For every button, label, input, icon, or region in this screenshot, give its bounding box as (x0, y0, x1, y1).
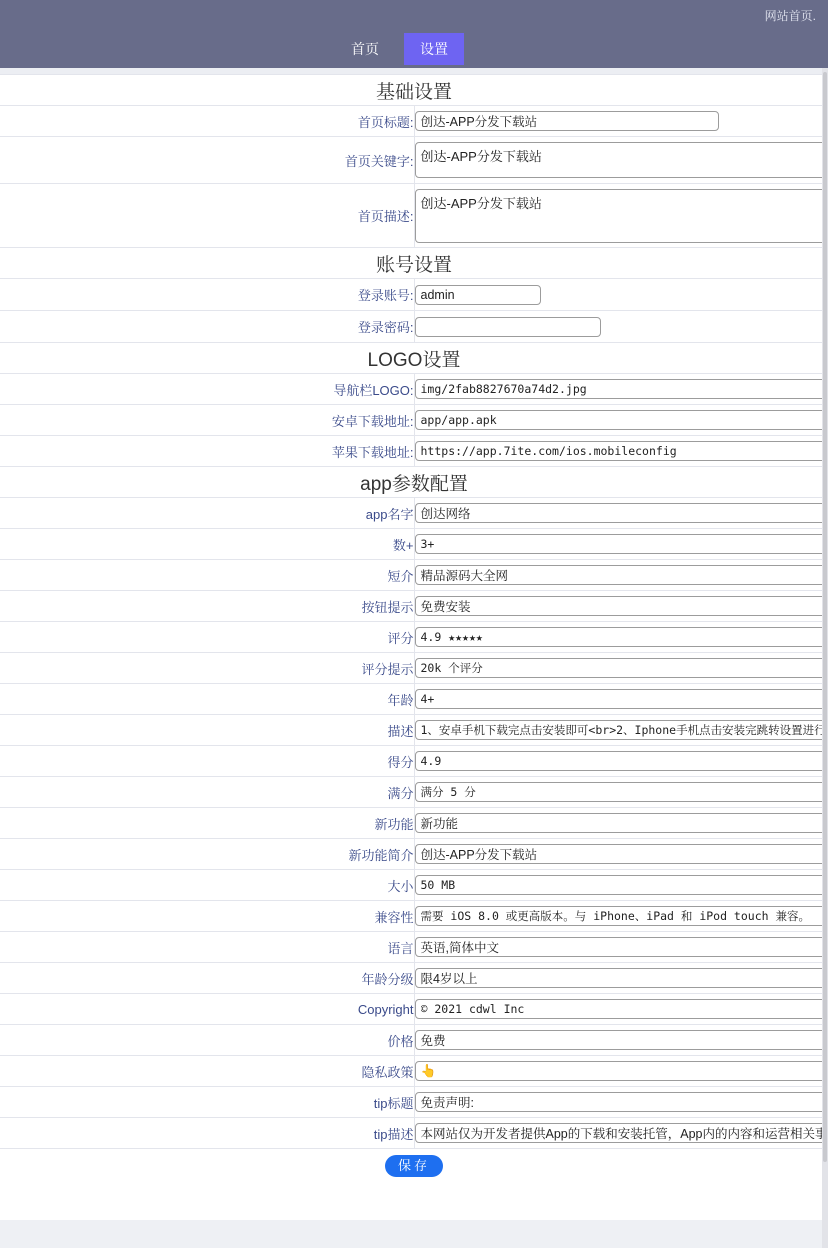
app-param-label: 短介 (0, 560, 414, 591)
page-keywords-textarea[interactable] (415, 142, 828, 178)
main-nav (0, 33, 828, 65)
site-home-link[interactable]: 网站首页. (764, 9, 816, 23)
app-param-label: 年龄 (0, 684, 414, 715)
privacy-policy-input[interactable] (415, 1061, 828, 1081)
save-button[interactable]: 保存 (385, 1155, 443, 1177)
new-features-summary-input[interactable] (415, 844, 828, 864)
rating-input[interactable] (415, 627, 828, 647)
app-intro-input[interactable] (415, 565, 828, 585)
section-title-account: 账号设置 (0, 248, 828, 279)
age-input[interactable] (415, 689, 828, 709)
app-count-input[interactable] (415, 534, 828, 554)
app-param-label: 评分提示 (0, 653, 414, 684)
nav-logo-label: 导航栏LOGO: (0, 374, 414, 405)
app-param-label: 评分 (0, 622, 414, 653)
nav-tab-settings[interactable]: 设置 (404, 33, 464, 65)
android-url-input[interactable] (415, 410, 828, 430)
scrollbar-thumb[interactable] (823, 72, 827, 1162)
app-param-label: 新功能简介 (0, 839, 414, 870)
app-param-label: 满分 (0, 777, 414, 808)
tip-description-input[interactable] (415, 1123, 828, 1143)
copyright-input[interactable] (415, 999, 828, 1019)
android-url-label: 安卓下载地址: (0, 405, 414, 436)
app-param-label: 兼容性 (0, 901, 414, 932)
size-input[interactable] (415, 875, 828, 895)
nav-logo-input[interactable] (415, 379, 828, 399)
app-param-label: 描述 (0, 715, 414, 746)
page-description-label: 首页描述: (0, 184, 414, 248)
password-label: 登录密码: (0, 311, 414, 343)
app-param-label: 按钮提示 (0, 591, 414, 622)
section-title-logo: LOGO设置 (0, 343, 828, 374)
password-input[interactable] (415, 317, 601, 337)
nav-tab-home[interactable]: 首页 (351, 41, 379, 57)
app-param-label: 年龄分级 (0, 963, 414, 994)
app-param-label: 隐私政策 (0, 1056, 414, 1087)
rating-hint-input[interactable] (415, 658, 828, 678)
score-input[interactable] (415, 751, 828, 771)
top-bar (0, 0, 828, 68)
compatibility-input[interactable] (415, 906, 828, 926)
description-input[interactable] (415, 720, 828, 740)
full-score-input[interactable] (415, 782, 828, 802)
app-name-input[interactable] (415, 503, 828, 523)
app-param-label: 价格 (0, 1025, 414, 1056)
button-hint-input[interactable] (415, 596, 828, 616)
app-param-label: 数+ (0, 529, 414, 560)
section-title-basic: 基础设置 (0, 75, 828, 106)
page-keywords-label: 首页关键字: (0, 137, 414, 184)
app-param-label: 大小 (0, 870, 414, 901)
page-title-label: 首页标题: (0, 106, 414, 137)
username-label: 登录账号: (0, 279, 414, 311)
app-param-label: Copyright (0, 994, 414, 1025)
app-param-label: 得分 (0, 746, 414, 777)
section-title-app: app参数配置 (0, 467, 828, 498)
age-rating-input[interactable] (415, 968, 828, 988)
app-param-label: tip描述 (0, 1118, 414, 1149)
username-input[interactable] (415, 285, 541, 305)
language-input[interactable] (415, 937, 828, 957)
settings-panel (0, 74, 828, 1220)
settings-form (0, 74, 828, 1183)
price-input[interactable] (415, 1030, 828, 1050)
new-features-input[interactable] (415, 813, 828, 833)
app-param-label: tip标题 (0, 1087, 414, 1118)
footer-strip (0, 1220, 828, 1248)
ios-url-label: 苹果下载地址: (0, 436, 414, 467)
ios-url-input[interactable] (415, 441, 828, 461)
app-param-label: 新功能 (0, 808, 414, 839)
page-description-textarea[interactable] (415, 189, 828, 243)
tip-title-input[interactable] (415, 1092, 828, 1112)
app-param-label: app名字 (0, 498, 414, 529)
page-title-input[interactable] (415, 111, 719, 131)
app-param-label: 语言 (0, 932, 414, 963)
